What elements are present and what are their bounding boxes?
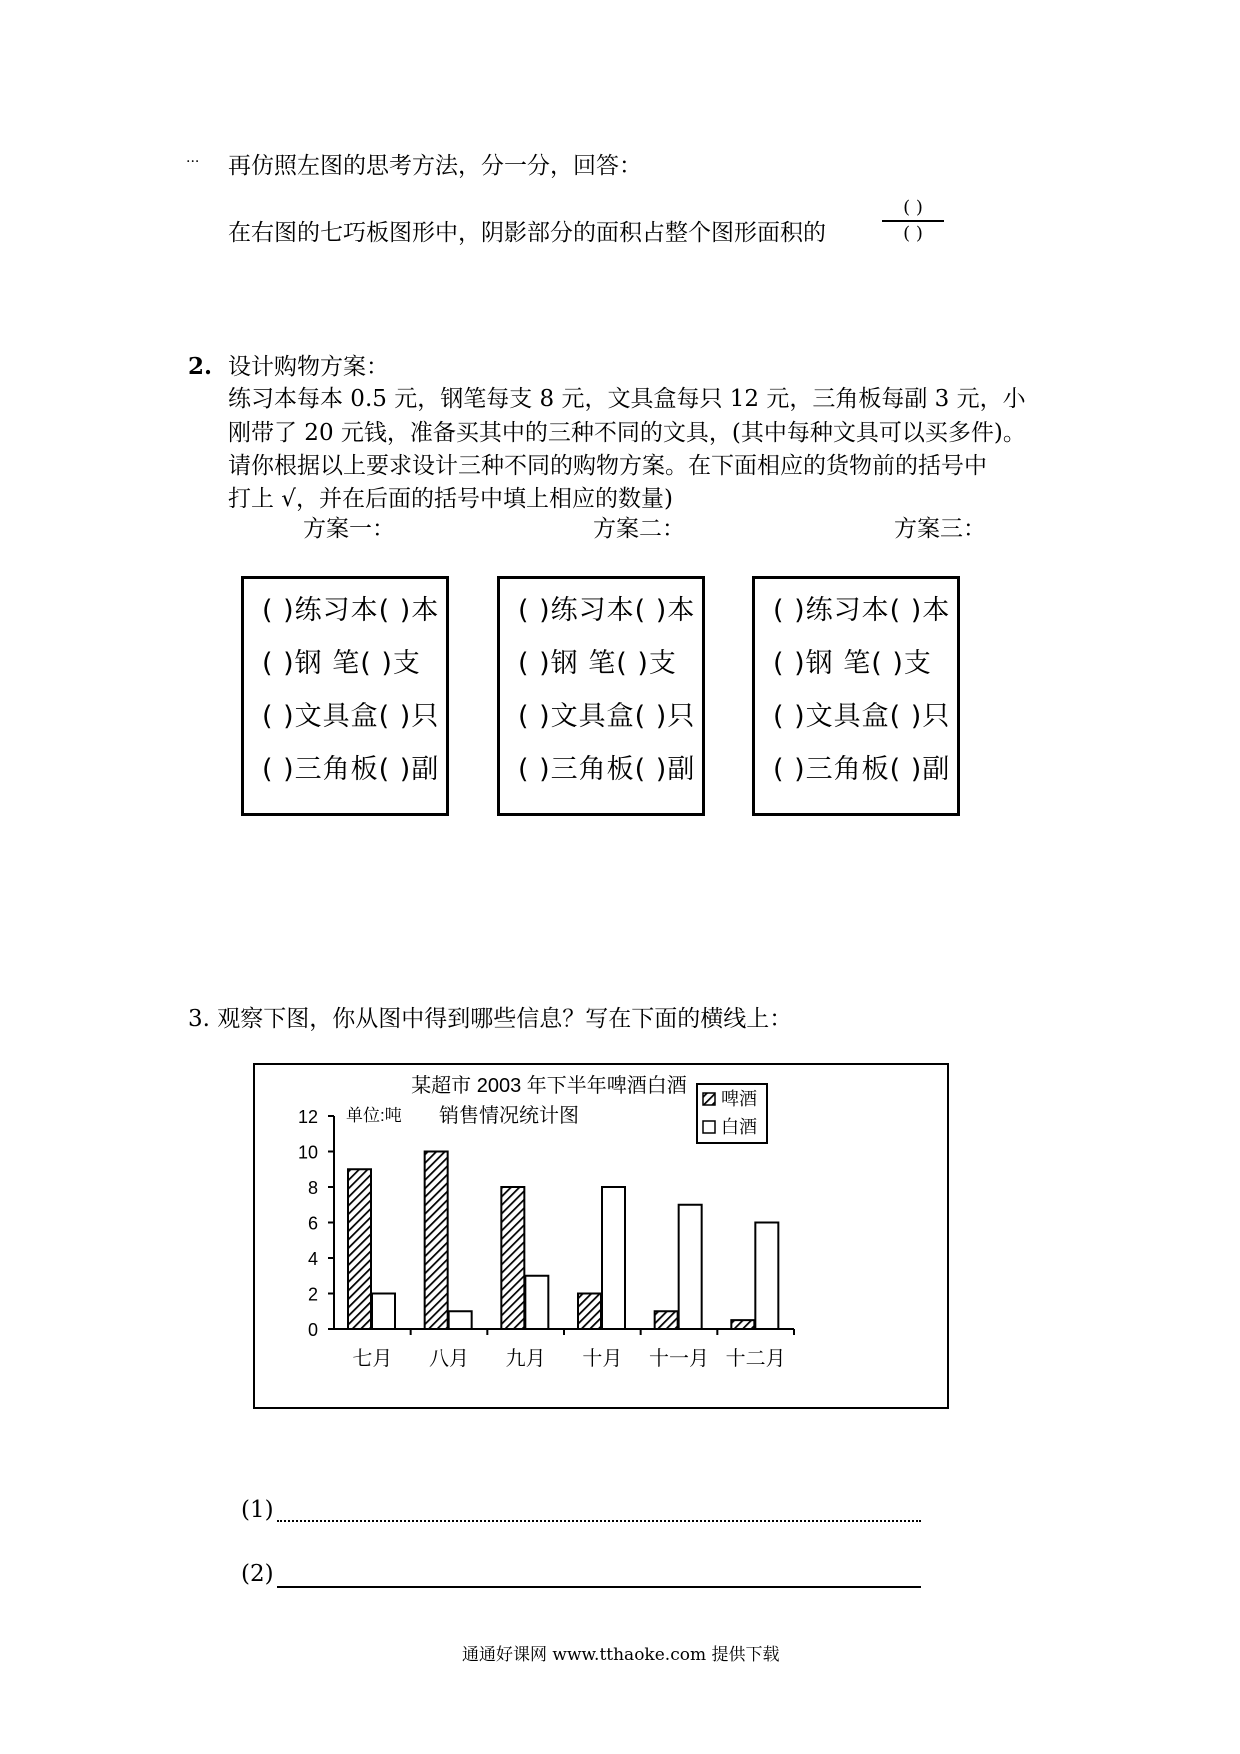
q3-prompt: 3. 观察下图，你从图中得到哪些信息？写在下面的横线上：	[188, 1006, 793, 1032]
chart-subtitle: 销售情况统计图	[439, 1105, 579, 1127]
unit-label: 单位:吨	[346, 1106, 402, 1125]
check-bracket[interactable]: ( )	[773, 701, 806, 732]
item-unit: 只	[667, 701, 696, 732]
check-bracket[interactable]: ( )	[262, 595, 295, 626]
legend-label: 啤酒	[721, 1089, 757, 1109]
q2-line-3: 请你根据以上要求设计三种不同的购物方案。在下面相应的货物前的括号中	[228, 453, 987, 479]
check-bracket[interactable]: ( )	[773, 595, 806, 626]
legend-beer-swatch	[703, 1093, 715, 1105]
item-unit: 副	[667, 754, 696, 785]
lead-dots: ...	[186, 150, 200, 166]
y-tick-label: 0	[307, 1320, 318, 1340]
quantity-bracket[interactable]: ( )	[634, 701, 668, 732]
check-bracket[interactable]: ( )	[773, 648, 806, 679]
fraction-numerator[interactable]: ( )	[903, 197, 923, 218]
q2-line-4: 打上 √，并在后面的括号中填上相应的数量)	[228, 486, 673, 512]
check-bracket[interactable]: ( )	[773, 754, 806, 785]
item-unit: 支	[392, 648, 421, 679]
quantity-bracket[interactable]: ( )	[871, 648, 904, 679]
fraction-denominator[interactable]: ( )	[903, 223, 923, 244]
item-name: 文具盒	[805, 701, 890, 732]
quantity-bracket[interactable]: ( )	[378, 701, 412, 732]
liquor-bar	[449, 1311, 472, 1329]
item-name: 钢 笔	[805, 648, 872, 679]
answer-2-line[interactable]	[277, 1586, 921, 1588]
check-bracket[interactable]: ( )	[262, 648, 295, 679]
q2-number: 2.	[188, 353, 213, 380]
item-name: 练习本	[805, 595, 890, 626]
beer-bar	[731, 1320, 754, 1329]
x-tick-label: 十月	[582, 1348, 623, 1370]
item-unit: 只	[922, 701, 951, 732]
item-unit: 支	[648, 648, 677, 679]
y-tick-label: 6	[307, 1213, 318, 1234]
y-tick-label: 2	[307, 1284, 318, 1305]
item-name: 钢 笔	[550, 648, 617, 679]
item-name: 文具盒	[294, 701, 379, 732]
x-tick-label: 九月	[505, 1348, 546, 1370]
item-name: 文具盒	[550, 701, 635, 732]
check-bracket[interactable]: ( )	[518, 754, 551, 785]
item-unit: 本	[667, 595, 696, 626]
answer-1-label: (1)	[241, 1497, 274, 1523]
footer-credit: 通通好课网 www.tthaoke.com 提供下载	[462, 1645, 780, 1665]
y-tick-label: 12	[297, 1107, 318, 1127]
check-bracket[interactable]: ( )	[262, 701, 295, 732]
chart-title: 某超市 2003 年下半年啤酒白酒	[411, 1075, 687, 1097]
check-bracket[interactable]: ( )	[518, 648, 551, 679]
y-tick-label: 8	[307, 1178, 318, 1198]
item-name: 三角板	[294, 754, 379, 785]
x-tick-label: 十二月	[725, 1348, 786, 1370]
plan-3-label: 方案三：	[894, 516, 986, 542]
plan-2-label: 方案二：	[593, 516, 685, 542]
item-unit: 本	[411, 595, 440, 626]
q2-line-2: 刚带了 20 元钱，准备买其中的三种不同的文具，(其中每种文具可以买多件)。	[228, 420, 1026, 446]
legend-liquor-swatch	[703, 1121, 715, 1133]
q2-line-1: 练习本每本 0.5 元，钢笔每支 8 元，文具盒每只 12 元，三角板每副 3 元，小	[228, 386, 1026, 412]
quantity-bracket[interactable]: ( )	[616, 648, 649, 679]
quantity-bracket[interactable]: ( )	[378, 595, 412, 626]
item-unit: 副	[922, 754, 951, 785]
plan-1-label: 方案一：	[303, 516, 395, 542]
check-bracket[interactable]: ( )	[518, 701, 551, 732]
beer-bar	[578, 1294, 601, 1330]
item-name: 三角板	[805, 754, 890, 785]
y-tick-label: 10	[297, 1142, 318, 1163]
liquor-bar	[679, 1205, 702, 1329]
y-tick-label: 4	[307, 1249, 318, 1269]
answer-2-label: (2)	[241, 1561, 274, 1587]
answer-1-line[interactable]	[277, 1520, 921, 1522]
q1-instruction: 再仿照左图的思考方法，分一分，回答：	[228, 153, 642, 179]
quantity-bracket[interactable]: ( )	[360, 648, 393, 679]
liquor-bar	[372, 1294, 395, 1330]
legend-label: 白酒	[721, 1117, 757, 1137]
item-unit: 副	[411, 754, 440, 785]
liquor-bar	[525, 1276, 548, 1329]
liquor-bar	[755, 1223, 778, 1330]
beer-bar	[655, 1311, 678, 1329]
item-name: 钢 笔	[294, 648, 361, 679]
check-bracket[interactable]: ( )	[518, 595, 551, 626]
quantity-bracket[interactable]: ( )	[634, 754, 668, 785]
q2-title: 设计购物方案：	[228, 354, 389, 380]
quantity-bracket[interactable]: ( )	[889, 595, 923, 626]
item-name: 练习本	[294, 595, 379, 626]
item-unit: 支	[903, 648, 932, 679]
liquor-bar	[602, 1187, 625, 1329]
item-name: 练习本	[550, 595, 635, 626]
check-bracket[interactable]: ( )	[262, 754, 295, 785]
quantity-bracket[interactable]: ( )	[889, 701, 923, 732]
beer-bar	[348, 1169, 371, 1329]
item-name: 三角板	[550, 754, 635, 785]
q1-question: 在右图的七巧板图形中，阴影部分的面积占整个图形面积的	[228, 220, 826, 246]
x-tick-label: 八月	[429, 1348, 469, 1370]
beer-bar	[425, 1152, 448, 1330]
quantity-bracket[interactable]: ( )	[378, 754, 412, 785]
item-unit: 只	[411, 701, 440, 732]
quantity-bracket[interactable]: ( )	[889, 754, 923, 785]
x-tick-label: 七月	[352, 1348, 393, 1370]
x-tick-label: 十一月	[649, 1348, 709, 1370]
beer-bar	[501, 1187, 524, 1329]
item-unit: 本	[922, 595, 951, 626]
quantity-bracket[interactable]: ( )	[634, 595, 668, 626]
